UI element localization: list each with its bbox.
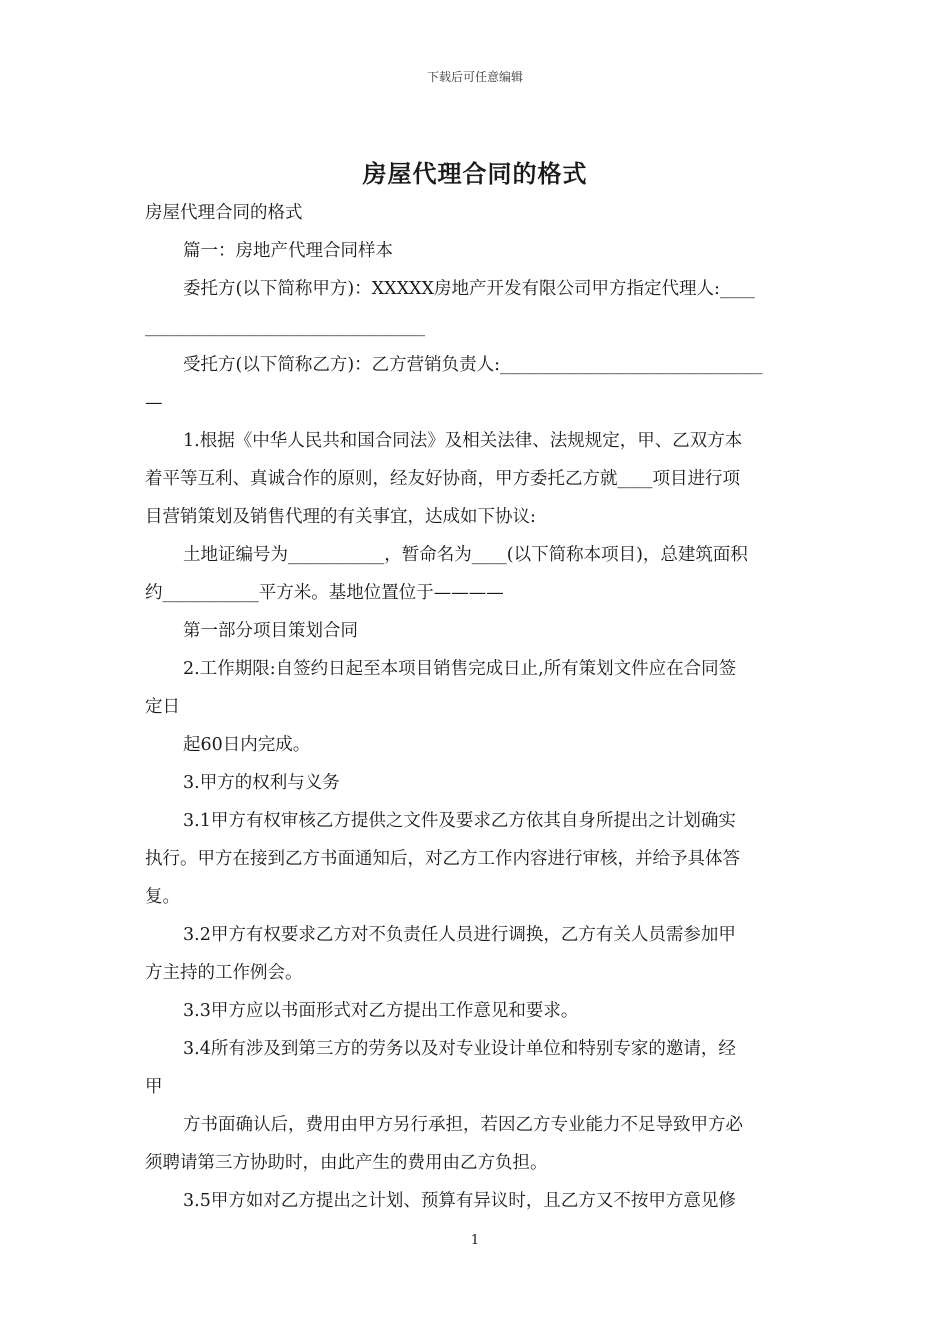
text-line: ________________________________ <box>145 317 425 337</box>
text-line: 起60日内完成。 <box>183 735 311 755</box>
text-line: 目营销策划及销售代理的有关事宜，达成如下协议: <box>145 507 536 527</box>
text-line: 方主持的工作例会。 <box>145 963 303 983</box>
text-line: 受托方(以下简称乙方)：乙方营销负责人:______________________________ <box>183 355 763 375</box>
text-line: 1.根据《中华人民共和国合同法》及相关法律、法规规定，甲、乙双方本 <box>183 431 743 451</box>
text-line: 3.5甲方如对乙方提出之计划、预算有异议时，且乙方又不按甲方意见修 <box>183 1191 736 1211</box>
text-line: 3.4所有涉及到第三方的劳务以及对专业设计单位和特别专家的邀请，经 <box>183 1039 736 1059</box>
text-line: 土地证编号为___________，暂命名为____(以下简称本项目)，总建筑面积 <box>183 545 748 565</box>
document-title: 房屋代理合同的格式 <box>362 159 588 188</box>
text-line: 方书面确认后，费用由甲方另行承担，若因乙方专业能力不足导致甲方必 <box>183 1115 743 1135</box>
text-line: 篇一：房地产代理合同样本 <box>183 241 393 261</box>
text-line: 3.1甲方有权审核乙方提供之文件及要求乙方依其自身所提出之计划确实 <box>183 811 736 831</box>
text-line: 2.工作期限:自签约日起至本项目销售完成日止,所有策划文件应在合同签 <box>183 659 737 679</box>
text-line: 定日 <box>145 697 180 717</box>
document-body <box>145 194 809 1220</box>
section-heading: 第一部分项目策划合同 <box>183 621 358 641</box>
text-line: 复。 <box>145 887 180 907</box>
text-line: 须聘请第三方协助时，由此产生的费用由乙方负担。 <box>145 1153 548 1173</box>
text-line: 3.2甲方有权要求乙方对不负责任人员进行调换，乙方有关人员需参加甲 <box>183 925 736 945</box>
page-header-note: 下载后可任意编辑 <box>426 70 523 84</box>
text-line: — <box>145 393 163 413</box>
text-line: 3.3甲方应以书面形式对乙方提出工作意见和要求。 <box>183 1001 579 1021</box>
section-heading: 3.甲方的权利与义务 <box>183 773 340 793</box>
text-line: 着平等互利、真诚合作的原则，经友好协商，甲方委托乙方就____项目进行项 <box>145 469 740 489</box>
text-line: 委托方(以下简称甲方)：XXXXX房地产开发有限公司甲方指定代理人:____ <box>183 279 755 299</box>
text-line: 约___________平方米。基地位置位于———— <box>145 583 504 603</box>
page-number: 1 <box>470 1233 480 1248</box>
text-line: 房屋代理合同的格式 <box>145 203 303 223</box>
text-line: 执行。甲方在接到乙方书面通知后，对乙方工作内容进行审核，并给予具体答 <box>145 849 740 869</box>
text-line: 甲 <box>145 1077 163 1097</box>
